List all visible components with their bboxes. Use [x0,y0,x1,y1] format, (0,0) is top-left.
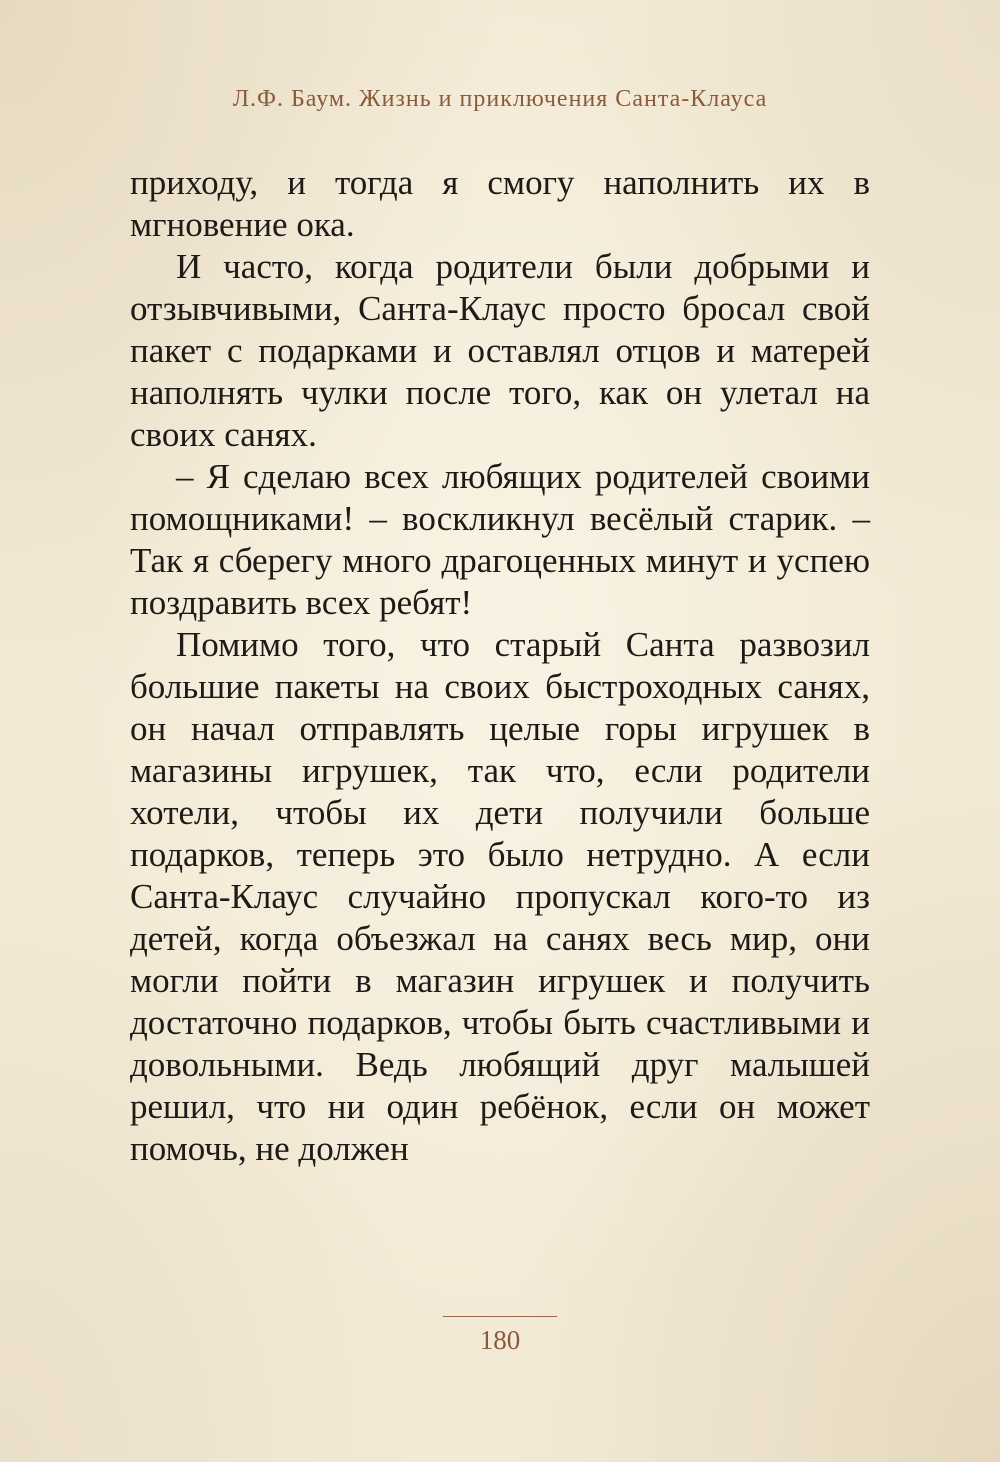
paragraph: Помимо того, что старый Санта развозил большие пакеты на своих быстроходных санях, он начал отправлять целые горы игрушек в магазины игрушек, так что, если родители хотели, чтобы их дети получили больше подарков, теперь это было нетрудно. А если Санта-Клаус случайно пропускал кого-то из детей, когда объезжал на санях весь мир, они могли пойти в магазин игрушек и получить достаточно подарков, чтобы быть счастливыми и довольными. Ведь любящий друг малышей решил, что ни один ребёнок, если он может помочь, не должен [130,625,870,1168]
footer-divider [443,1316,557,1317]
paragraph: И часто, когда родители были добрыми и отзывчивыми, Санта-Клаус просто бросал свой пакет с подарками и оставлял отцов и матерей наполнять чулки после того, как он улетал на своих санях. [130,247,870,454]
page-number: 180 [479,1325,521,1355]
text-body [130,162,870,1170]
paragraph-continuation: приходу, и тогда я смогу наполнить их в мгновение ока. [130,163,870,244]
paragraph-dialogue: – Я сделаю всех любящих родителей своими помощниками! – воскликнул весёлый старик. – Так я сберегу много драгоценных минут и успею поздравить всех ребят! [130,457,870,622]
running-header: Л.Ф. Баум. Жизнь и приключения Санта-Клауса [232,86,768,112]
